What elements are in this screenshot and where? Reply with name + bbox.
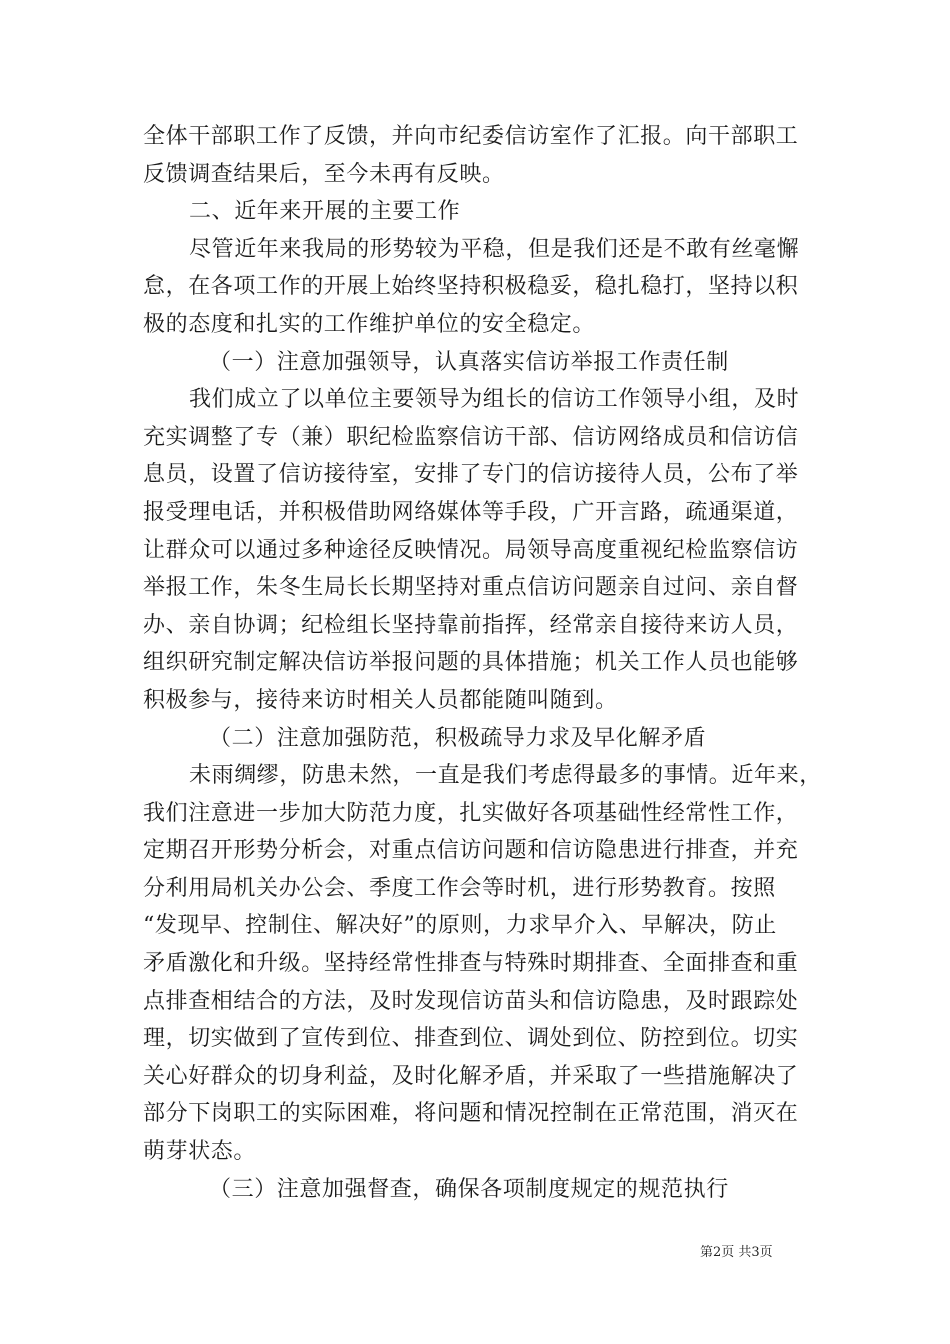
text-line: 矛盾激化和升级。坚持经常性排查与特殊时期排查、全面排查和重 (143, 951, 799, 977)
text-line: 办、亲自协调；纪检组长坚持靠前指挥，经常亲自接待来访人员， (143, 612, 799, 638)
text-line: 尽管近年来我局的形势较为平稳，但是我们还是不敢有丝毫懈 (189, 236, 800, 262)
text-line: 我们注意进一步加大防范力度，扎实做好各项基础性经常性工作， (143, 800, 799, 826)
text-line: 怠，在各项工作的开展上始终坚持积极稳妥，稳扎稳打，坚持以积 (143, 274, 799, 300)
section-heading: 二、近年来开展的主要工作 (189, 199, 461, 225)
text-line: “发现早、控制住、解决好”的原则，力求早介入、早解决，防止 (143, 913, 777, 939)
text-line: 积极参与，接待来访时相关人员都能随叫随到。 (143, 687, 618, 713)
text-line: 我们成立了以单位主要领导为组长的信访工作领导小组，及时 (189, 387, 800, 413)
text-line: 举报工作，朱冬生局长长期坚持对重点信访问题亲自过问、亲自督 (143, 575, 799, 601)
text-line: 反馈调查结果后，至今未再有反映。 (143, 161, 505, 187)
text-line: 让群众可以通过多种途径反映情况。局领导高度重视纪检监察信访 (143, 537, 799, 563)
text-line: 萌芽状态。 (143, 1139, 257, 1165)
text-line: 报受理电话，并积极借助网络媒体等手段，广开言路，疏通渠道， (143, 499, 799, 525)
text-line: 未雨绸缪，防患未然，一直是我们考虑得最多的事情。近年来， (189, 763, 822, 789)
subsection-heading: （二）注意加强防范，积极疏导力求及早化解矛盾 (209, 725, 707, 751)
text-line: 全体干部职工作了反馈，并向市纪委信访室作了汇报。向干部职工 (143, 124, 799, 149)
subsection-heading: （一）注意加强领导，认真落实信访举报工作责任制 (209, 349, 729, 375)
text-line: 充实调整了专（兼）职纪检监察信访干部、信访网络成员和信访信 (143, 424, 799, 450)
text-line: 分利用局机关办公会、季度工作会等时机，进行形势教育。按照 (143, 875, 776, 901)
text-line: 关心好群众的切身利益，及时化解矛盾，并采取了一些措施解决了 (143, 1063, 799, 1089)
text-line: 定期召开形势分析会，对重点信访问题和信访隐患进行排查，并充 (143, 838, 799, 864)
text-line: 理，切实做到了宣传到位、排查到位、调处到位、防控到位。切实 (143, 1026, 799, 1052)
text-line: 部分下岗职工的实际困难，将问题和情况控制在正常范围，消灭在 (143, 1101, 799, 1127)
subsection-heading: （三）注意加强督查，确保各项制度规定的规范执行 (209, 1176, 729, 1202)
text-line: 组织研究制定解决信访举报问题的具体措施；机关工作人员也能够 (143, 650, 799, 676)
text-line: 点排查相结合的方法，及时发现信访苗头和信访隐患，及时跟踪处 (143, 988, 799, 1014)
text-line: 息员，设置了信访接待室，安排了专门的信访接待人员，公布了举 (143, 462, 799, 488)
document-body (143, 118, 823, 1208)
page-number-footer: 第2页 共3页 (700, 1245, 773, 1260)
text-line: 极的态度和扎实的工作维护单位的安全稳定。 (143, 311, 596, 337)
